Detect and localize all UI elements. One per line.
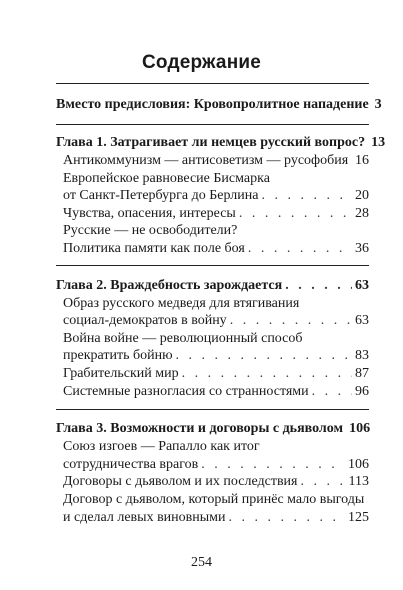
page-number: 254 bbox=[191, 555, 212, 570]
toc-entry-page: 87 bbox=[355, 366, 369, 381]
toc-entry-title: Образ русского медведя для втягивания bbox=[63, 296, 300, 311]
toc-entry bbox=[63, 382, 369, 402]
toc-entry-page: 106 bbox=[348, 457, 369, 472]
toc-entry-page: 113 bbox=[348, 474, 369, 489]
toc-entry-title: Глава 3. Возможности и договоры с дьяволом bbox=[56, 421, 344, 436]
toc-entry-page: 16 bbox=[355, 153, 369, 168]
toc-entry-title: Чувства, опасения, интересы bbox=[63, 206, 236, 221]
dot-leader bbox=[351, 151, 352, 171]
dot-leader bbox=[229, 508, 345, 528]
toc-entry-title: от Санкт-Петербурга до Берлина bbox=[63, 188, 259, 203]
toc-entry-title: Договор с дьяволом, который принёс мало выгоды bbox=[63, 492, 365, 507]
toc-entry bbox=[63, 346, 369, 366]
toc-entry-page: 106 bbox=[349, 421, 371, 436]
toc-entry-page: 36 bbox=[355, 241, 369, 256]
page-title: Содержание bbox=[141, 52, 262, 73]
toc-entry-title: Война войне — революционный способ bbox=[63, 331, 303, 346]
toc-entry-title: и сделал левых виновными bbox=[63, 510, 226, 525]
toc-entry-title: Вместо предисловия: Кровопролитное нападение bbox=[56, 97, 369, 112]
toc-entry bbox=[63, 490, 369, 510]
dot-leader bbox=[312, 382, 352, 402]
toc-chapter-2 bbox=[56, 276, 369, 296]
dot-leader bbox=[285, 276, 352, 296]
toc-entry-page: 3 bbox=[374, 97, 382, 112]
toc-entry-preface bbox=[56, 95, 382, 115]
toc-chapter-1 bbox=[56, 133, 386, 153]
toc-entry-title: Русские — не освободители? bbox=[63, 223, 238, 238]
toc-entry-page: 63 bbox=[355, 313, 369, 328]
toc-entry-title: Антикоммунизм — антисоветизм — русофобия bbox=[63, 153, 349, 168]
toc-entry-page: 96 bbox=[355, 384, 369, 399]
dot-leader bbox=[261, 186, 352, 206]
toc-entry-page: 125 bbox=[348, 510, 369, 525]
toc-entry-page: 20 bbox=[355, 188, 369, 203]
toc-entry bbox=[63, 186, 369, 206]
dot-leader bbox=[230, 311, 352, 331]
section-rule bbox=[56, 409, 369, 410]
dot-leader bbox=[182, 364, 352, 384]
toc-entry-title: Союз изгоев — Рапалло как итог bbox=[63, 439, 260, 454]
dot-leader bbox=[248, 239, 352, 259]
toc-entry bbox=[63, 239, 369, 259]
title-rule bbox=[56, 83, 369, 84]
toc-entry-title: Европейское равновесие Бисмарка bbox=[63, 171, 270, 186]
toc-entry bbox=[63, 472, 369, 492]
toc-entry-title: Политика памяти как поле боя bbox=[63, 241, 245, 256]
section-rule bbox=[56, 265, 369, 266]
dot-leader bbox=[301, 472, 346, 492]
toc-chapter-3 bbox=[56, 419, 369, 439]
section-rule bbox=[56, 124, 369, 125]
toc-entry-title: социал-демократов в войну bbox=[63, 313, 227, 328]
toc-entry-title: сотрудничества врагов bbox=[63, 457, 199, 472]
toc-entry-title: Глава 2. Враждебность зарождается bbox=[56, 278, 283, 293]
toc-entry-title: Грабительский мир bbox=[63, 366, 179, 381]
toc-entry-page: 13 bbox=[371, 135, 386, 150]
toc-entry bbox=[63, 151, 369, 171]
toc-entry-title: Системные разногласия со странностями bbox=[63, 384, 309, 399]
toc-entry-page: 63 bbox=[355, 278, 369, 293]
toc-entry bbox=[63, 221, 369, 241]
toc-entry-page: 83 bbox=[355, 348, 369, 363]
toc-entry-title: прекратить бойню bbox=[63, 348, 173, 363]
toc-entry-title: Глава 1. Затрагивает ли немцев русский вопрос? bbox=[56, 135, 366, 150]
toc-entry-title: Договоры с дьяволом и их последствия bbox=[63, 474, 298, 489]
toc-entry bbox=[63, 364, 369, 384]
dot-leader bbox=[176, 346, 352, 366]
toc-entry-page: 28 bbox=[355, 206, 369, 221]
toc-entry bbox=[63, 437, 369, 457]
toc-entry bbox=[63, 508, 369, 528]
toc-entry bbox=[63, 311, 369, 331]
